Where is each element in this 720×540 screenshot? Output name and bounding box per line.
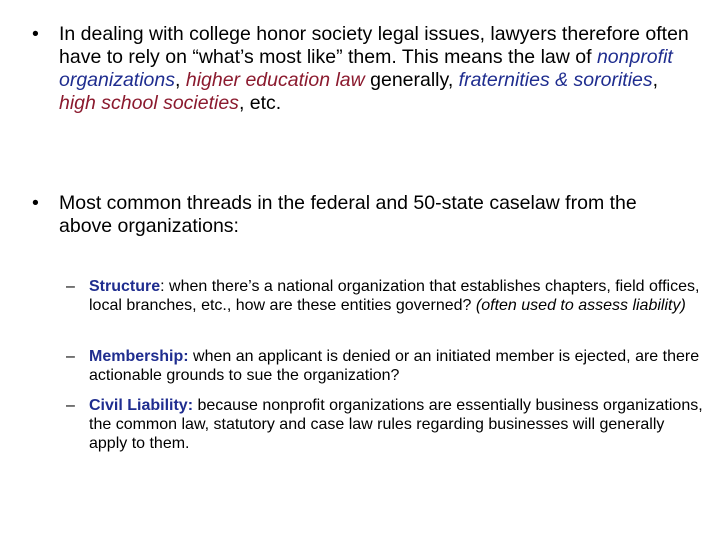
sub-item-term: Membership: [89,348,189,365]
term-nonprofit-organizations: nonprofit organizations [59,46,673,91]
sub-item-term: Structure [89,278,161,295]
sub-item-body: : when there’s a national organization that establishes chapters, field offices, local branches, etc., how are these entities governed? [89,278,700,314]
bullet-text [59,23,692,115]
term-high-school-societies: high school societies [59,92,239,114]
sub-item-text [89,347,706,385]
sub-item-body: when an applicant is denied or an initiated member is ejected, are there actionable grounds to sue the organization? [89,348,700,384]
sub-item-note: (often used to assess liability) [475,297,686,314]
sub-item-membership [66,347,706,385]
sub-item-civil-liability [66,396,706,453]
bullet-text-part: In dealing with college honor society legal issues, lawyers therefore often have to rely on “what’s most like” them. This means the law of [59,23,689,68]
sub-item-body: because nonprofit organizations are essentially business organizations, the common law, statutory and case law rules regarding businesses will generally apply to them. [89,397,703,452]
bullet-common-threads [32,192,692,238]
bullet-text-part: generally, [364,69,459,91]
bullet-text-part: , [652,69,659,91]
sub-item-structure [66,277,706,315]
bullet-text-part: , [175,69,186,91]
bullet-text-part: , etc. [238,92,282,114]
sub-item-marker: – [66,348,75,365]
bullet-marker: • [32,23,39,45]
term-fraternities-sororities: fraternities & sororities [458,69,653,91]
sub-item-marker: – [66,278,75,295]
bullet-marker: • [32,192,39,214]
term-higher-education-law: higher education law [185,69,365,91]
bullet-text: Most common threads in the federal and 50-state caselaw from the above organizations: [59,192,637,237]
sub-item-marker: – [66,397,75,414]
sub-item-text [89,277,706,315]
sub-item-text [89,396,706,453]
sub-item-term: Civil Liability: [89,397,194,414]
bullet-honor-society-law [32,23,692,115]
